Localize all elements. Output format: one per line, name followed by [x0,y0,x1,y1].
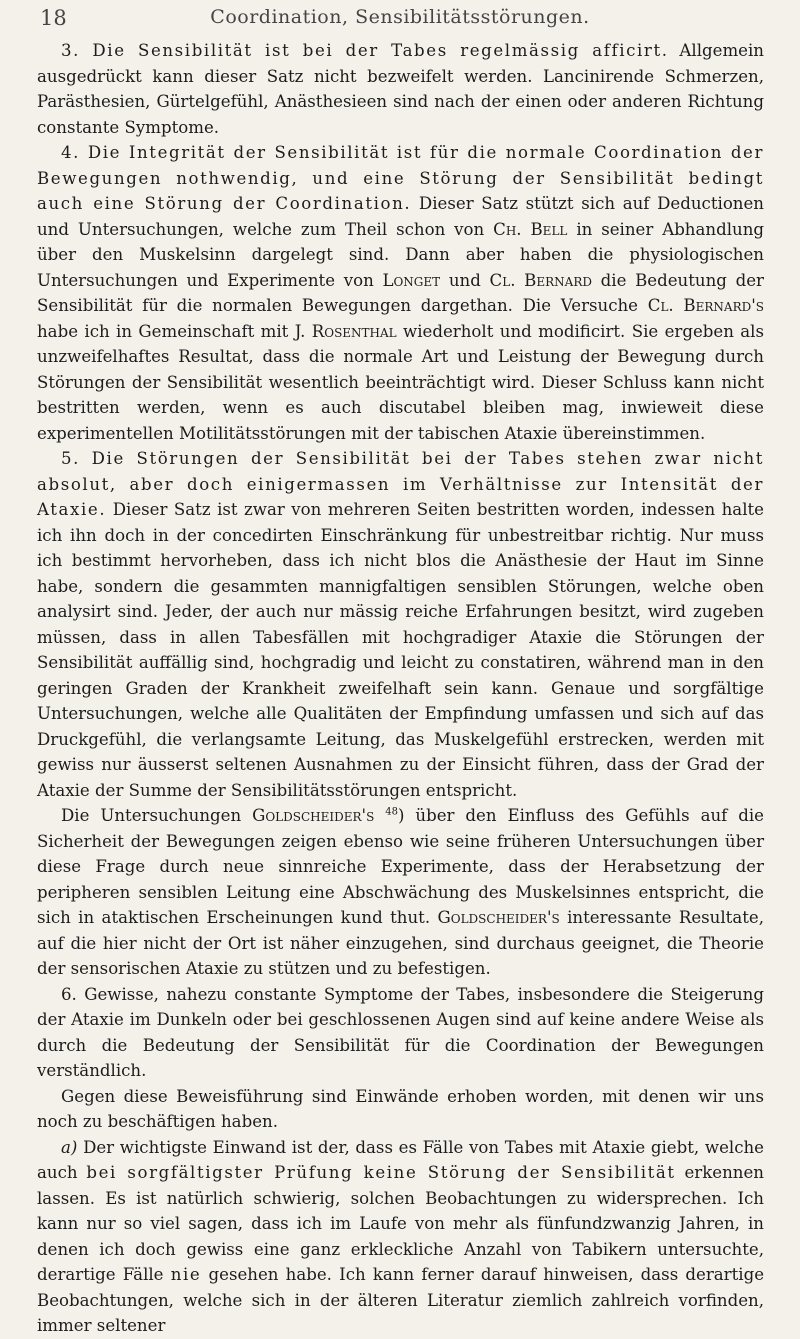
paragraph-6-text: 6. Gewisse, nahezu constante Symptome der Tabes, insbesondere die Steigerung der Ataxie im Dunkeln oder bei geschlossenen Augen sind auf keine andere Weise als durch die Bedeutung der Sensibilität für die Coordination der Bewegungen verständlich. [37,984,764,1080]
goldscheider-text-a: Die Untersuchungen [61,806,242,825]
paragraph-4-text-f: wiederholt und modificirt. Sie ergeben als unzweifelhaftes Resultat, dass die normale Art und Leistung der Bewegung durch Störungen der Sensibilität wesentlich beeinträchtigt wird. Dieser Schluss kann nicht bestritten werden, wenn es auch discutabel bleiben mag, inwieweit diese experimentellen Motilitätsstörungen mit der tabischen Ataxie übereinstimmen. [37,321,764,443]
author-goldscheider-2: Goldscheider's [437,908,560,927]
thesis-5: 5. Die Störungen der Sensibilität bei der Tabes stehen zwar nicht absolut, aber doch einigermassen im Verhältnisse zur Intensität der Ataxie. [37,449,764,519]
list-label-a: a) [61,1137,78,1157]
page-number: 18 [40,6,67,30]
paragraph-a-text-c: gesehen habe. Ich kann ferner darauf hinweisen, dass derartige Beobachtungen, welche sich in der älteren Literatur ziemlich zahlreich vorfinden, immer seltener [37,1265,765,1335]
thesis-4: 4. Die Integrität der Sensibilität ist für die normale Coordination der Bewegungen nothwendig, und eine Störung der Sensibilität bedingt auch eine Störung der Coordination. [37,143,764,213]
author-bernard: Cl. Bernard [489,270,592,290]
paragraph-4-text-c: und [448,270,481,290]
footnote-ref: 48 [385,806,399,818]
author-bell: Ch. Bell [493,219,568,239]
emphasis-spaced: bei sorgfältigster Prüfung keine Störung der Sensibilität [86,1163,676,1182]
goldscheider-text-c: interessante Resultate, auf die hier nicht der Ort ist näher einzugehen, sind durchaus geeignet, die Theorie der sensorischen Ataxie zu stützen und zu befestigen. [37,908,764,978]
author-bernards: Cl. Bernard's [647,296,765,315]
goldscheider-text-b: ) über den Einfluss des Gefühls auf die Sicherheit der Bewegungen zeigen ebenso wie seine früheren Untersuchungen über diese Frage durch neue sinnreiche Experimente, dass der Herabsetzung der peripheren sensiblen Leitung eine Abschwächung des Muskelsinnes entspricht, die sich in ataktischen Erscheinungen kund thut. [37,806,764,927]
author-rosenthal: Rosenthal [311,321,397,341]
page-header [0,6,800,36]
paragraph-4 [37,140,764,446]
emphasis-nie: nie [170,1265,202,1284]
paragraph-4-text-b: in seiner Abhandlung über den Muskelsinn dargelegt sind. Dann aber haben die physiologischen Untersuchungen und Experimente von [37,219,765,290]
paragraph-a-text-b: erkennen lassen. Es ist natürlich schwierig, solchen Beobachtungen zu widersprechen. Ich kann nur so viel sagen, dass ich im Laufe von mehr als fünfundzwanzig Jahren, in denen ich doch gewiss eine ganz erkleckliche Anzahl von Tabikern untersuchte, derartige Fälle [37,1163,764,1284]
paragraph-objections [37,1084,764,1135]
body-text [37,38,764,1339]
paragraph-a-text-a: Der wichtigste Einwand ist der, dass es Fälle von Tabes mit Ataxie giebt, welche auch [37,1137,764,1182]
thesis-3: 3. Die Sensibilität ist bei der Tabes regelmässig afficirt. [61,41,669,60]
paragraph-4-text-d: die Bedeutung der Sensibilität für die normalen Bewegungen dargethan. Die Versuche [37,270,764,315]
paragraph-5 [37,446,764,803]
paragraph-4-text-e: habe ich in Gemeinschaft mit J. [37,321,306,341]
paragraph-3-text: Allgemein ausgedrückt kann dieser Satz nicht bezweifelt werden. Lancinirende Schmerzen, Parästhesien, Gürtelgefühl, Anästhesieen sind nach der einen oder anderen Richtung constante Symptome. [37,41,764,137]
objections-text: Gegen diese Beweisführung sind Einwände erhoben worden, mit denen wir uns noch zu beschäftigen haben. [37,1086,764,1131]
paragraph-5-text: Dieser Satz ist zwar von mehreren Seiten bestritten worden, indessen halte ich ihn doch in der concedirten Einschränkung für unbestreitbar richtig. Nur muss ich bestimmt hervorheben, dass ich nicht blos die Anästhesie der Haut im Sinne habe, sondern die gesammten mannigfaltigen sensiblen Störungen, welche oben analysirt sind. Jeder, der auch nur mässig reiche Erfahrungen besitzt, wird zugeben müssen, dass in allen Tabesfällen mit hochgradiger Ataxie die Störungen der Sensibilität auffällig sind, hochgradig und leicht zu constatiren, während man in den geringen Graden der Krankheit zweifelhaft sein kann. Genaue und sorgfältige Untersuchungen, welche alle Qualitäten der Empfindung umfassen und sich auf das Druckgefühl, die verlangsamte Leitung, das Muskelgefühl erstrecken, werden mit gewiss nur äusserst seltenen Ausnahmen zu der Einsicht führen, dass der Grad der Ataxie der Summe der Sensibilitätsstörungen entspricht. [37,500,764,800]
paragraph-goldscheider [37,803,764,982]
paragraph-6 [37,982,764,1084]
running-title: Coordination, Sensibilitätsstörungen. [210,6,590,28]
paragraph-a [37,1135,764,1339]
paragraph-4-text-a: Dieser Satz stützt sich auf Deductionen und Untersuchungen, welche zum Theil schon von [37,194,764,239]
author-goldscheider: Goldscheider's [252,806,375,825]
paragraph-3 [37,38,764,140]
author-longet: Longet [382,270,441,290]
